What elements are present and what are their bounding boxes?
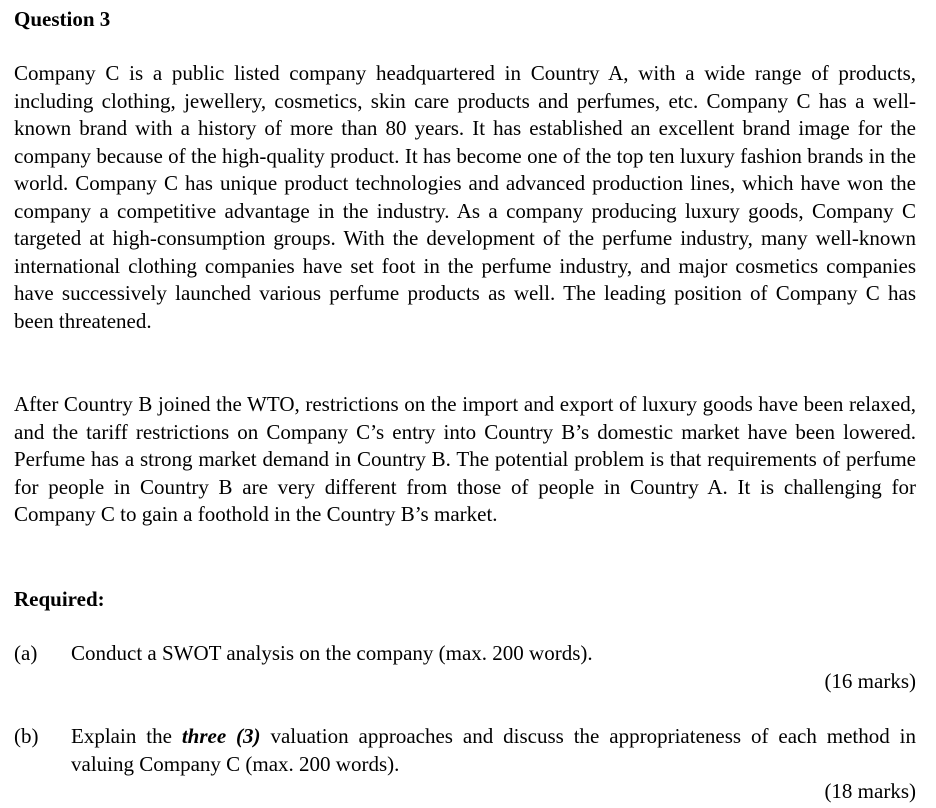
question-b-label: (b)	[14, 724, 39, 748]
question-a-label: (a)	[14, 641, 38, 665]
question-b-marks: (18 marks)	[824, 779, 916, 803]
question-b-text-before: Explain the	[71, 724, 182, 748]
question-b-text	[71, 723, 916, 778]
question-b-text-after: valuation approaches and discuss the appropriateness of each method in valuing Company C (max. 200 words).	[71, 724, 916, 776]
case-paragraph-1: Company C is a public listed company headquartered in Country A, with a wide range of products, including clothing, jewellery, cosmetics, skin care products and perfumes, etc. Company C has a well-known brand with a history of more than 80 years. It has established an excellent brand image for the company because of the high-quality product. It has become one of the top ten luxury fashion brands in the world. Company C has unique product technologies and advanced production lines, which have won the company a competitive advantage in the industry. As a company producing luxury goods, Company C targeted at high-consumption groups. With the development of the perfume industry, many well-known international clothing companies have set foot in the perfume industry, and major cosmetics companies have successively launched various perfume products as well. The leading position of Company C has been threatened.	[14, 61, 916, 333]
question-a-text: Conduct a SWOT analysis on the company (max. 200 words).	[71, 641, 593, 665]
case-paragraph-2: After Country B joined the WTO, restrictions on the import and export of luxury goods have been relaxed, and the tariff restrictions on Company C’s entry into Country B’s domestic market have been lowered. Perfume has a strong market demand in Country B. The potential problem is that requirements of perfume for people in Country B are very different from those of people in Country A. It is challenging for Company C to gain a foothold in the Country B’s market.	[14, 392, 916, 526]
required-heading: Required:	[14, 587, 105, 611]
question-a-marks: (16 marks)	[824, 669, 916, 693]
question-b-emphasis: three (3)	[181, 724, 261, 748]
question-title: Question 3	[14, 7, 111, 31]
